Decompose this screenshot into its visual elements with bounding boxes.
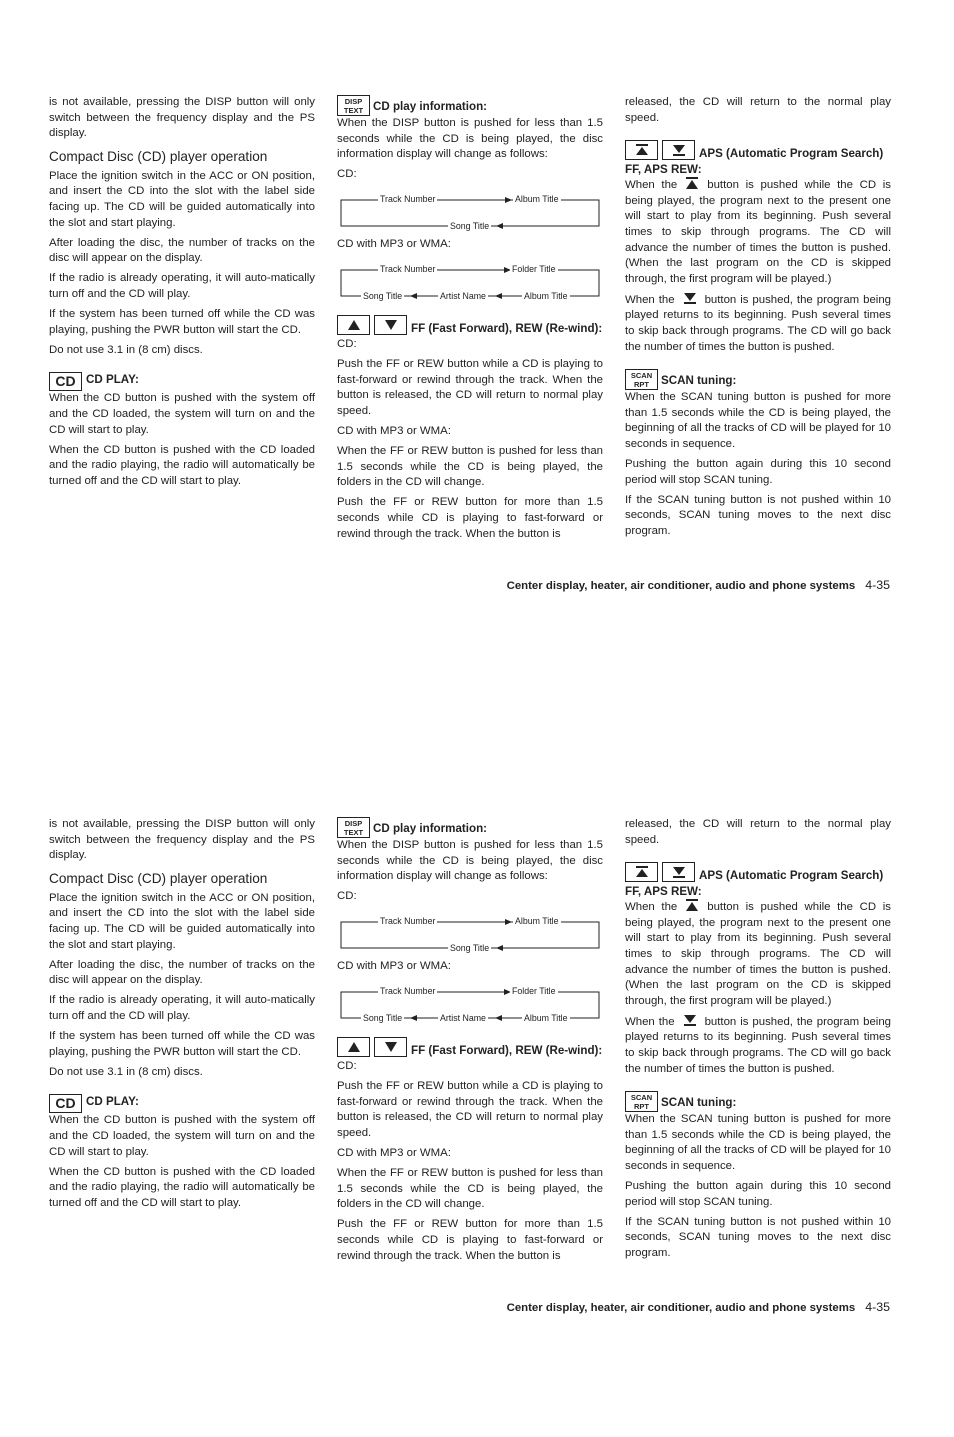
aps-ff-icon (683, 899, 701, 912)
footer-title: Center display, heater, air conditioner, audio and phone systems (506, 580, 856, 592)
footer-title: Center display, heater, air conditioner, audio and phone systems (506, 1302, 856, 1314)
cd-label: CD: (337, 1059, 357, 1072)
manual-page-top (0, 95, 954, 715)
mp3-label: CD with MP3 or WMA: (337, 1146, 451, 1159)
paragraph: Push the FF or REW button while a CD is playing to fast-forward or rewind through the track. When the button is released, the CD will return to normal play speed. (337, 358, 603, 417)
paragraph: If the SCAN tuning button is not pushed within 10 seconds, SCAN tuning moves to the next disc program. (625, 493, 891, 537)
aps-ff-button-icon (625, 140, 658, 160)
scan-rpt-button-icon (625, 1091, 658, 1112)
song-title-label: Song Title (450, 221, 490, 232)
paragraph: Pushing the button again during this 10 second period will stop SCAN tuning. (625, 458, 891, 486)
aps-heading (625, 862, 891, 899)
page-number: 4-35 (865, 1300, 890, 1314)
scan-rpt-button-icon (625, 369, 658, 390)
album-title-label: Album Title (524, 291, 568, 302)
paragraph: When the FF or REW button is pushed for less than 1.5 seconds while the CD is being played, the folders in the CD will change. (337, 1167, 603, 1211)
cd-operation-heading: Compact Disc (CD) player operation (49, 148, 268, 164)
disp-text-button-icon (337, 95, 370, 116)
cd-play-info-heading (337, 95, 603, 116)
up-button-icon (337, 1037, 370, 1057)
disp-text-button-icon (337, 817, 370, 838)
mp3-display-cycle-diagram (337, 257, 603, 301)
rpt-label: RPT (634, 1102, 649, 1112)
text: When the (625, 1015, 675, 1028)
cd-play-info-heading (337, 817, 603, 838)
text: When the (625, 293, 675, 306)
paragraph: When the DISP button is pushed for less than 1.5 seconds while the CD is being played, the disc information display will change as follows: (337, 839, 603, 883)
aps-title: APS (Automatic Program Search) FF, APS REW: (625, 147, 884, 176)
paragraph: When the CD button is pushed with the system off and the CD loaded, the system will turn on and the CD will start to play. (49, 1114, 315, 1158)
aps-rew-icon (681, 1014, 699, 1027)
text-label: TEXT (343, 828, 364, 837)
ff-rew-heading (337, 1037, 603, 1059)
down-button-icon (374, 1037, 407, 1057)
album-title-label: Album Title (524, 1013, 568, 1024)
folder-title-label: Folder Title (512, 264, 556, 275)
disp-label: DISP (344, 97, 363, 106)
aps-title: APS (Automatic Program Search) FF, APS REW: (625, 869, 884, 898)
column-middle (337, 817, 603, 1264)
page-footer (507, 578, 890, 592)
track-number-label: Track Number (380, 986, 436, 997)
rpt-label: RPT (634, 380, 649, 390)
paragraph: If the system has been turned off while the CD was playing, pushing the PWR button will start the CD. (49, 308, 315, 336)
column-right (625, 95, 891, 540)
column-left (49, 95, 315, 494)
aps-rew-button-icon (662, 862, 695, 882)
paragraph: If the SCAN tuning button is not pushed within 10 seconds, SCAN tuning moves to the next disc program. (625, 1215, 891, 1259)
text: When the (625, 179, 678, 192)
ff-rew-title: FF (Fast Forward), REW (Re-wind): (411, 1044, 603, 1058)
page-footer (507, 1300, 890, 1314)
manual-page-bottom (0, 817, 954, 1437)
paragraph: Place the ignition switch in the ACC or ON position, and insert the CD into the slot with the label side facing up. The CD will be guided automatically into the slot and start playing. (49, 169, 315, 229)
song-title-label: Song Title (450, 943, 490, 954)
disp-label: DISP (344, 819, 363, 828)
scan-title: SCAN tuning: (661, 374, 737, 388)
aps-ff-button-icon (625, 862, 658, 882)
paragraph: Pushing the button again during this 10 second period will stop SCAN tuning. (625, 1180, 891, 1208)
cd-play-title: CD PLAY: (86, 373, 139, 387)
aps-rew-button-icon (662, 140, 695, 160)
aps-ff-icon (683, 177, 701, 190)
text: button is pushed, the program being played returns to its beginning. Push several times to skip back through programs. The CD will go back the number of times the button is pushed. (625, 293, 892, 353)
paragraph: When the SCAN tuning button is pushed for more than 1.5 seconds while the CD is being played, the beginning of all the tracks of CD will be played for 10 seconds in sequence. (625, 391, 891, 450)
paragraph (625, 177, 891, 287)
paragraph: After loading the disc, the number of tracks on the disc will appear on the display. (49, 958, 315, 987)
cd-display-cycle-diagram (337, 187, 603, 231)
mp3-label: CD with MP3 or WMA: (337, 960, 451, 973)
text: button is pushed, the program being played returns to its beginning. Push several times to skip back through programs. The CD will go back the number of times the button is pushed. (625, 1015, 892, 1075)
cd-operation-heading: Compact Disc (CD) player operation (49, 870, 268, 886)
paragraph: released, the CD will return to the normal play speed. (625, 96, 891, 124)
cd-play-info-title: CD play information: (373, 100, 488, 113)
paragraph: Place the ignition switch in the ACC or ON position, and insert the CD into the slot with the label side facing up. The CD will be guided automatically into the slot and start playing. (49, 891, 315, 951)
page-number: 4-35 (865, 578, 890, 592)
column-middle (337, 95, 603, 542)
text: button is pushed while the CD is being played, the program next to the present one will start to play from its beginning. Push several times to skip through programs. The CD will advance the number of times the button is pushed. (When the last program on the CD is skipped through, the first program will be played.) (625, 179, 891, 285)
scan-title: SCAN tuning: (661, 1096, 737, 1110)
paragraph: When the CD button is pushed with the CD loaded and the radio playing, the radio will automatically be turned off and the CD will start to play. (49, 1165, 315, 1209)
album-title-label: Album Title (515, 916, 559, 927)
paragraph: Push the FF or REW button while a CD is playing to fast-forward or rewind through the track. When the button is released, the CD will return to normal play speed. (337, 1080, 603, 1139)
paragraph (625, 1014, 891, 1077)
cd-label: CD: (337, 337, 357, 350)
aps-heading (625, 140, 891, 177)
paragraph: Do not use 3.1 in (8 cm) discs. (49, 343, 203, 356)
cd-play-heading (49, 1094, 315, 1113)
paragraph: If the radio is already operating, it will auto-matically turn off and the CD will play. (49, 272, 315, 300)
artist-name-label: Artist Name (440, 1013, 486, 1024)
folder-title-label: Folder Title (512, 986, 556, 997)
ff-rew-title: FF (Fast Forward), REW (Re-wind): (411, 322, 603, 336)
scan-heading (625, 1091, 891, 1112)
paragraph: If the radio is already operating, it will auto-matically turn off and the CD will play. (49, 994, 315, 1022)
text: When the (625, 901, 678, 914)
paragraph: When the SCAN tuning button is pushed for more than 1.5 seconds while the CD is being played, the beginning of all the tracks of CD will be played for 10 seconds in sequence. (625, 1113, 891, 1172)
cd-display-cycle-diagram (337, 909, 603, 953)
ff-rew-heading (337, 315, 603, 337)
mp3-display-cycle-diagram (337, 979, 603, 1023)
track-number-label: Track Number (380, 916, 436, 927)
mp3-label: CD with MP3 or WMA: (337, 424, 451, 437)
cd-play-info-title: CD play information: (373, 822, 488, 835)
paragraph (625, 292, 891, 355)
column-left (49, 817, 315, 1216)
paragraph (625, 899, 891, 1009)
up-button-icon (337, 315, 370, 335)
album-title-label: Album Title (515, 194, 559, 205)
aps-rew-icon (681, 292, 699, 305)
track-number-label: Track Number (380, 194, 436, 205)
paragraph: When the FF or REW button is pushed for less than 1.5 seconds while the CD is being played, the folders in the CD will change. (337, 445, 603, 489)
intro-paragraph: is not available, pressing the DISP button will only switch between the frequency display and the PS display. (49, 96, 315, 140)
song-title-label: Song Title (363, 291, 403, 302)
cd-label: CD: (337, 890, 357, 903)
paragraph: Push the FF or REW button for more than 1.5 seconds while CD is playing to fast-forward or rewind through the track. When the button is (337, 1218, 603, 1262)
paragraph: When the DISP button is pushed for less than 1.5 seconds while the CD is being played, the disc information display will change as follows: (337, 117, 603, 161)
cd-play-heading (49, 372, 315, 391)
cd-label: CD: (337, 168, 357, 181)
song-title-label: Song Title (363, 1013, 403, 1024)
paragraph: When the CD button is pushed with the CD loaded and the radio playing, the radio will automatically be turned off and the CD will start to play. (49, 443, 315, 487)
scan-heading (625, 369, 891, 390)
paragraph: When the CD button is pushed with the system off and the CD loaded, the system will turn on and the CD will start to play. (49, 392, 315, 436)
cd-button-icon: CD (49, 372, 82, 391)
text: button is pushed while the CD is being played, the program next to the present one will start to play from its beginning. Push several times to skip through programs. The CD will advance the number of times the button is pushed. (When the last program on the CD is skipped through, the first program will be played.) (625, 901, 891, 1007)
scan-label: SCAN (630, 371, 653, 381)
intro-paragraph: is not available, pressing the DISP button will only switch between the frequency display and the PS display. (49, 818, 315, 862)
cd-play-title: CD PLAY: (86, 1095, 139, 1109)
paragraph: released, the CD will return to the normal play speed. (625, 818, 891, 846)
cd-button-icon: CD (49, 1094, 82, 1113)
artist-name-label: Artist Name (440, 291, 486, 302)
scan-label: SCAN (630, 1093, 653, 1103)
paragraph: If the system has been turned off while the CD was playing, pushing the PWR button will start the CD. (49, 1030, 315, 1058)
column-right (625, 817, 891, 1262)
text-label: TEXT (343, 106, 364, 115)
paragraph: Push the FF or REW button for more than 1.5 seconds while CD is playing to fast-forward or rewind through the track. When the button is (337, 496, 603, 540)
down-button-icon (374, 315, 407, 335)
paragraph: Do not use 3.1 in (8 cm) discs. (49, 1065, 203, 1078)
mp3-label: CD with MP3 or WMA: (337, 238, 451, 251)
track-number-label: Track Number (380, 264, 436, 275)
paragraph: After loading the disc, the number of tracks on the disc will appear on the display. (49, 236, 315, 265)
